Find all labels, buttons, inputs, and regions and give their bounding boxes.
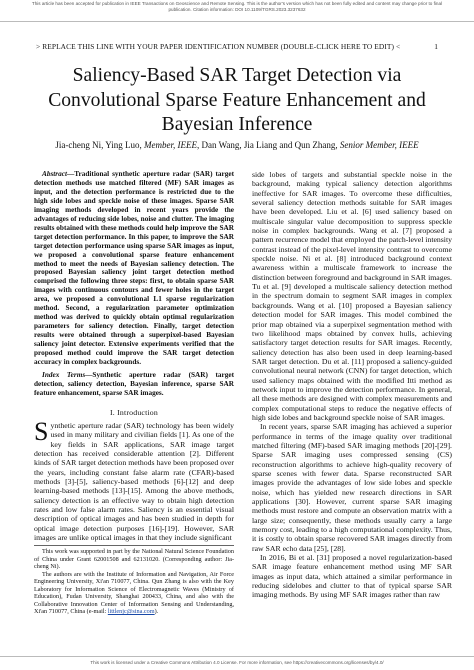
index-terms-label: Index Terms: [42, 370, 86, 379]
abstract-text: —Traditional synthetic aperture radar (SAR) target detection methods use matched filtered (MF) SAR images as input, and the detection performance is restricted due to the high side lobes and speckle noise of these images. Sparse SAR imaging methods developed in recent years provide the advantages of reducing side lobes, noise and clutter. The imaging results obtained with these methods could help improve the SAR target detection performance. In this paper, to improve the SAR target detection performance using sparse SAR images as input, we proposed a convolutional sparse feature enhancement method to meet the needs of Bayesian saliency detection. The proposed Bayesian saliency joint target detection method comprised the following three steps: first, to obtain sparse SAR images with continuous contours and fewer holes in the target area, we proposed a convolutional L1 sparse regularization method. Second, a regularization parameter optimization method was derived to quickly obtain optimal regularization parameters for saliency detection. Finally, target detection results were obtained through a superpixel-based Bayesian saliency joint detector. Extensive experiments verified that the proposed method could improve the SAR target detection accuracy in complex backgrounds.: [34, 170, 234, 367]
introduction-text: ynthetic aperture radar (SAR) technology has been widely used in many military and civilian fields [1]. As one of the key fields in SAR applications, SAR image target detection has received considerable attention [2]. Different kinds of SAR target detection methods have been proposed over the years, including constant false alarm rate (CFAR)-based methods [3]-[5], saliency-based methods [6]-[12] and deep learning-based methods [13]-[15]. Among the above methods, saliency detection is an effective way to obtain high detection rates and low false alarm rates. Saliency is an essential visual description of optical images and has been studied in depth for optical image detection purposes [16]-[19]. However, SAR images are unlike optical images in that they include significant: [34, 420, 234, 542]
running-header: [36, 42, 438, 51]
publication-notice: This article has been accepted for publication in IEEE Transactions on Geoscience and Remote Sensing. This is the author's version which has not been fully edited and content may change prior to final publication. Citation information: DOI 10.1109/TGRS.2023.3237632: [0, 0, 474, 22]
index-terms-text: —Synthetic aperture radar (SAR) target detection, saliency detection, Bayesian inference, sparse SAR feature enhancement, sparse SAR images.: [34, 370, 234, 397]
paper-title: Saliency-Based SAR Target Detection via Convolutional Sparse Feature Enhancement and Bayesian Inference: [48, 65, 426, 135]
email-link[interactable]: littlenjc@sina.com: [107, 608, 155, 616]
author-role-1: Member, IEEE: [144, 140, 198, 150]
index-terms: [34, 371, 234, 398]
author-names-1: Jia-cheng Ni, Ying Luo,: [55, 140, 145, 150]
author-names-2: , Dan Wang, Jia Liang and Qun Zhang,: [197, 140, 340, 150]
footnote-affiliation-end: ).: [154, 608, 159, 616]
right-paragraph-2: In recent years, sparse SAR imaging has achieved a superior performance in terms of the image quality over traditional matched filtering (MF)-based SAR imaging methods [20]-[29]. Sparse SAR imaging uses compressed sensing (CS) reconstruction algorithms to achieve high-quality recovery of sparse scenes with fewer data. Sparse reconstructed SAR images provide the advantages of low side lobes and speckle noise, which has yielded new research directions in SAR applications [30]. However, current sparse SAR imaging methods must restore and compute an observation matrix with a large size; consequently, these methods usually carry a large memory cost, leading to a high computational complexity. Thus, it is costly to obtain sparse recovered SAR images directly from raw SAR echo data [25], [28].: [252, 422, 452, 553]
author-list: [20, 140, 454, 150]
abstract-label: Abstract: [42, 170, 67, 178]
introduction-paragraph: [34, 416, 234, 542]
left-column: [34, 170, 234, 616]
right-paragraph-1: side lobes of targets and substantial speckle noise in the background, making typical saliency detection algorithms ineffective for SAR images. To overcome these difficulties, several saliency detection methods suitable for SAR images have been developed. Liu et al. [6] used saliency based on multiscale singular value decomposition to suppress speckle noise in complex backgrounds. Wang et al. [7] proposed a pattern recurrence model that employed the patch-level intensity contrast instead of the pixel-level intensity contrast to overcome speckle noise. Ni et al. [8] introduced background context awareness within a multiscale framework to increase the distinction between foreground and background in SAR images. Tu et al. [9] developed a multiscale saliency detection method in the spectrum domain to segment SAR images in complex backgrounds. Wang et al. [10] proposed a Bayesian saliency detection model for SAR images. This model combined the prior map obtained via a superpixel segmentation method with two likelihood maps obtained by convex hulls, achieving satisfactory target detection results for SAR images. Recently, saliency detection has also been used in deep learning-based SAR target detection. Du et al. [11] proposed a saliency-guided convolutional neural network (CNN) for target detection, which used saliency maps obtained with the modified Itti method as network input to improve the detection performance. In general, all these methods are designed with complex measurements and complex computational steps to reduce the negative effects of high side lobes and background speckle noise of SAR images.: [252, 170, 452, 422]
footnote-affiliation-text: The authors are with the Institute of Information and Navigation, Air Force Engineering University, Xi'an 710077, China. Qun Zhang is also with the Key Laboratory for Information Science of Electromagnetic Waves (Ministry of Education), Fudan University, Shanghai 200433, China, and also with the Collaborative Innovation Center of Information Sensing and Understanding, Xi'an 710077, China (e-mail:: [34, 570, 234, 616]
footnote-funding: This work was supported in part by the National Natural Science Foundation of China under Grant 62001508 and 62131020. (Corresponding author: Jia-cheng Ni).: [34, 548, 234, 571]
footnote-affiliation: [34, 571, 234, 616]
page-number: 1: [434, 42, 438, 51]
running-header-text: > REPLACE THIS LINE WITH YOUR PAPER IDENTIFICATION NUMBER (DOUBLE-CLICK HERE TO EDIT) <: [36, 42, 401, 51]
abstract: [34, 170, 234, 367]
footnotes: [34, 545, 234, 616]
right-paragraph-3: In 2016, Bi et al. [31] proposed a novel regularization-based SAR image feature enhancement method using MF SAR images as input data, which attained a similar performance in reducing sidelobes and clutter to that of typical sparse SAR imaging methods. By using MF SAR images rather than raw: [252, 553, 452, 600]
section-heading-introduction: I. Introduction: [109, 407, 159, 417]
drop-cap: S: [34, 416, 49, 446]
author-role-2: Senior Member, IEEE: [339, 140, 419, 150]
right-column: [252, 170, 452, 600]
license-notice: This work is licensed under a Creative Commons Attribution 4.0 License. For more information, see https://creativecommons.org/licenses/by/4.0/: [0, 656, 474, 670]
